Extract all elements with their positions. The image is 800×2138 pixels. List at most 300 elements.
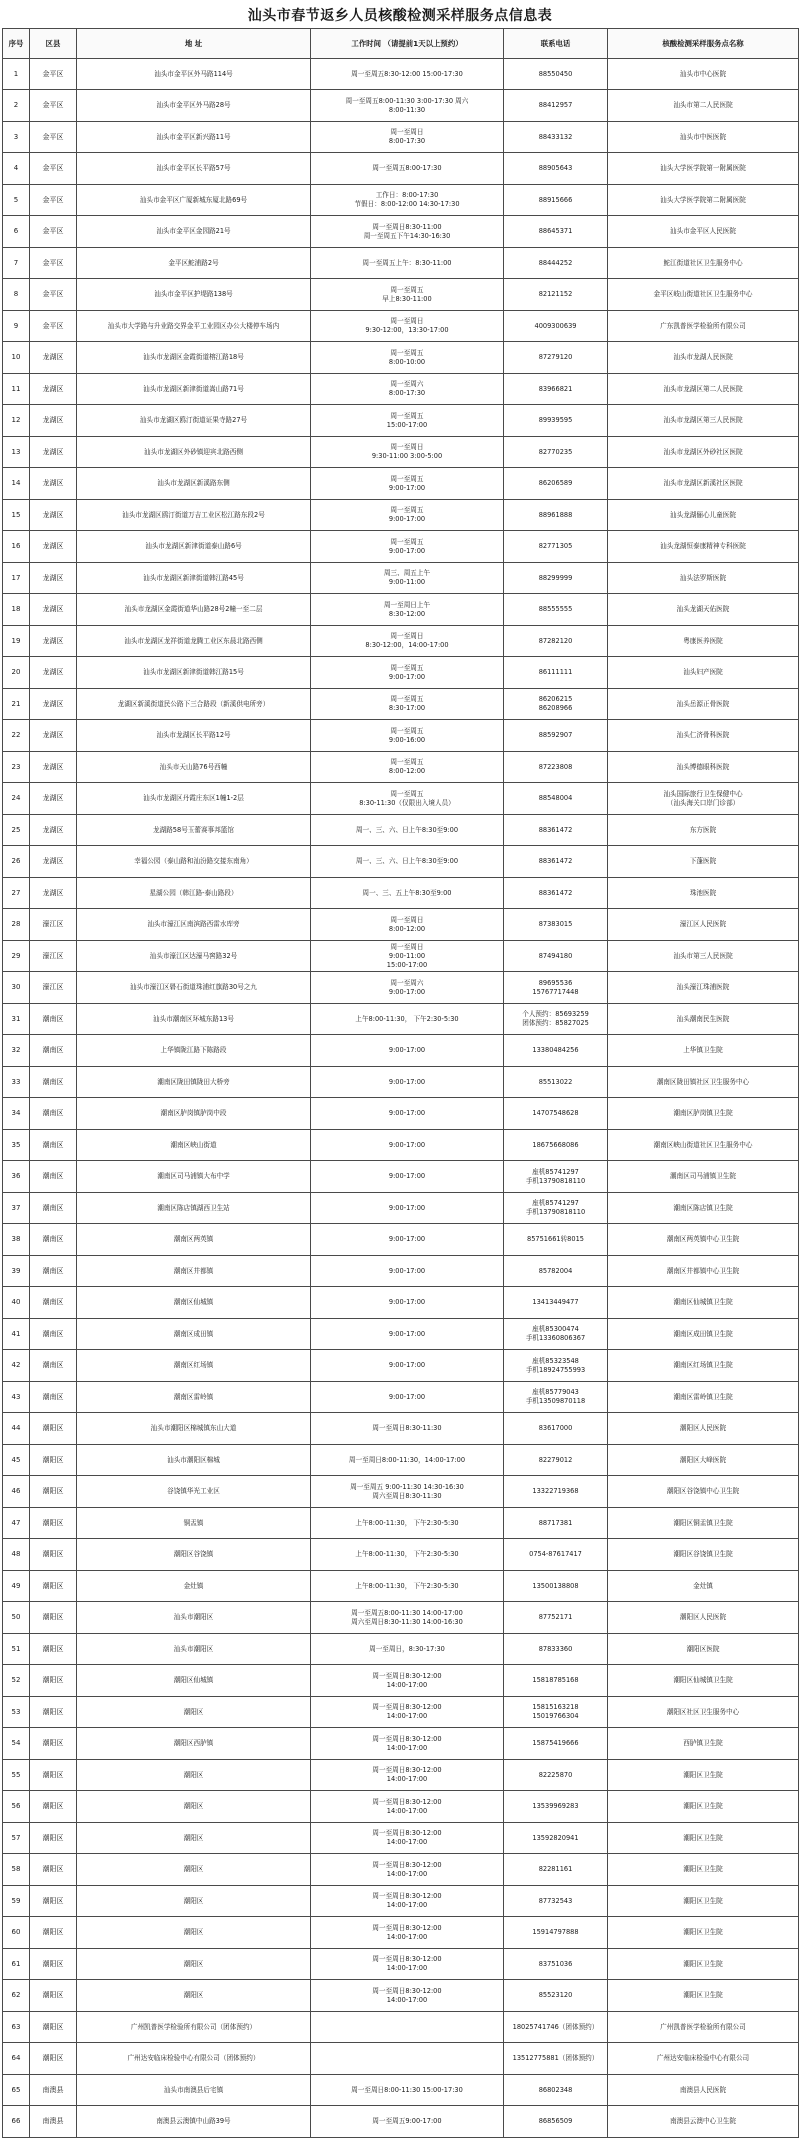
- cell-phone-line: 83751036: [538, 1959, 573, 1968]
- cell-district: 潮南区: [30, 1004, 77, 1035]
- cell-site-line: 潮阳区社区卫生服务中心: [666, 1707, 740, 1716]
- cell-district: 南澳县: [30, 2075, 77, 2106]
- cell-hours: [311, 185, 504, 216]
- cell-no: 59: [3, 1886, 30, 1917]
- table-row: [3, 972, 799, 1004]
- cell-site-line: 汕头市第三人民医院: [673, 951, 733, 960]
- cell-no: 54: [3, 1728, 30, 1760]
- cell-hours-line: 周一至周五: [390, 474, 424, 483]
- cell-hours: [311, 1382, 504, 1413]
- cell-no: 47: [3, 1508, 30, 1539]
- cell-phone-line: 18675668086: [532, 1140, 579, 1149]
- cell-address: 汕头市濠江区南滨路西雷水库旁: [77, 909, 311, 941]
- cell-phone-line: 87383015: [538, 920, 573, 928]
- cell-address: 汕头市潮南区环城东路13号: [77, 1004, 311, 1035]
- cell-district: 潮阳区: [30, 1508, 77, 1539]
- cell-phone: [504, 1949, 608, 1980]
- cell-hours-line: 周一至周五: [390, 789, 424, 798]
- cell-no: 23: [3, 752, 30, 783]
- cell-hours: [311, 248, 504, 279]
- cell-no: 51: [3, 1634, 30, 1665]
- cell-no: 8: [3, 279, 30, 311]
- cell-hours-line: 9:00-11:00: [388, 951, 426, 960]
- cell-hours: [311, 594, 504, 626]
- cell-hours-line: 周一至周日8:30-12:00: [372, 1734, 442, 1743]
- cell-hours-line: 9:00-17:00: [388, 1046, 426, 1054]
- cell-site-line: 汕头大学医学院第二附属医院: [660, 195, 746, 204]
- cell-hours: [311, 2043, 504, 2075]
- cell-site-line: 广东凯普医学检验所有限公司: [660, 321, 746, 330]
- cell-hours-line: 周一至周五8:00-11:30 3:00-17:30 周六: [345, 96, 469, 105]
- cell-phone: [504, 594, 608, 626]
- cell-phone: [504, 689, 608, 720]
- table-row: [3, 1697, 799, 1728]
- cell-hours-line: 周一至周日8:30-12:00: [372, 1829, 442, 1837]
- cell-hours: [311, 1791, 504, 1823]
- cell-district: 潮南区: [30, 1319, 77, 1350]
- cell-hours: [311, 563, 504, 594]
- cell-hours: [311, 972, 504, 1004]
- cell-site: [608, 1886, 799, 1917]
- table-row: [3, 1854, 799, 1886]
- cell-no: 5: [3, 185, 30, 216]
- cell-hours-line: 9:00-17:00: [388, 483, 426, 492]
- cell-phone: [504, 1098, 608, 1130]
- cell-phone-line: 87282120: [538, 636, 573, 645]
- table-row: [3, 878, 799, 909]
- cell-address: 潮南区仙城镇: [77, 1287, 311, 1319]
- cell-hours: [311, 90, 504, 122]
- cell-site-line: 潮南区峡山街道社区卫生服务中心: [653, 1140, 753, 1149]
- cell-district: 金平区: [30, 153, 77, 185]
- cell-site: [608, 2043, 799, 2075]
- cell-phone: [504, 437, 608, 468]
- cell-phone: [504, 1287, 608, 1319]
- cell-hours: [311, 1539, 504, 1571]
- cell-district: 潮阳区: [30, 1413, 77, 1445]
- table-row: [3, 626, 799, 657]
- cell-address: 幸福公园（泰山路和汕汾路交接东南角）: [77, 846, 311, 878]
- cell-phone-line: 团体预约：85827025: [522, 1019, 589, 1027]
- cell-district: 龙湖区: [30, 626, 77, 657]
- cell-phone-line: 86802348: [538, 2085, 573, 2094]
- cell-site-line: 潮南区井都镇中心卫生院: [666, 1266, 740, 1275]
- cell-no: 18: [3, 594, 30, 626]
- cell-site: [608, 1571, 799, 1602]
- cell-hours-line: 9:00-16:00: [388, 735, 426, 744]
- table-row: [3, 2106, 799, 2138]
- cell-site-line: 汕头龙湖天佑医院: [676, 605, 730, 613]
- cell-district: 潮阳区: [30, 1760, 77, 1791]
- cell-site: [608, 1508, 799, 1539]
- cell-phone: [504, 1350, 608, 1382]
- cell-site: [608, 1287, 799, 1319]
- cell-district: 龙湖区: [30, 500, 77, 531]
- cell-site-line: 潮南区成田镇卫生院: [673, 1329, 733, 1338]
- cell-site-line: 广州达安临床检验中心有限公司: [656, 2054, 750, 2062]
- cell-no: 29: [3, 941, 30, 972]
- cell-hours: [311, 909, 504, 941]
- cell-phone-line: 88961888: [538, 510, 573, 519]
- table-row: [3, 311, 799, 342]
- cell-hours: [311, 720, 504, 752]
- cell-no: 57: [3, 1823, 30, 1854]
- cell-no: 27: [3, 878, 30, 909]
- cell-hours: [311, 1571, 504, 1602]
- cell-hours-line: 周一至周日8:30-12:00: [372, 1671, 442, 1680]
- header-district: 区县: [30, 29, 77, 59]
- cell-site-line: 汕头龙湖恒泰康精神专科医院: [660, 542, 746, 550]
- cell-hours-line: 周一至周日上午: [383, 600, 431, 609]
- cell-hours: [311, 2012, 504, 2043]
- cell-hours: [311, 1287, 504, 1319]
- cell-hours-line: 15:00-17:00: [386, 960, 428, 969]
- cell-phone: [504, 2075, 608, 2106]
- cell-site-line: 潮阳区人民医院: [679, 1613, 727, 1621]
- table-row: [3, 437, 799, 468]
- cell-phone: [504, 909, 608, 941]
- cell-site: [608, 815, 799, 846]
- cell-site-line: 潮阳区谷饶镇中心卫生院: [666, 1487, 740, 1495]
- cell-hours-line: 周一至周五: [390, 411, 424, 420]
- cell-site: [608, 1350, 799, 1382]
- cell-hours-line: 14:00-17:00: [386, 1743, 428, 1752]
- cell-district: 龙湖区: [30, 437, 77, 468]
- cell-phone: [504, 563, 608, 594]
- cell-phone-line: 手机13509870118: [525, 1397, 586, 1405]
- cell-phone-line: 88915666: [538, 195, 573, 204]
- cell-phone-line: 88548004: [538, 794, 573, 802]
- cell-no: 19: [3, 626, 30, 657]
- cell-site-line: 汕头市龙湖区新溪社区医院: [663, 479, 743, 487]
- cell-address: 潮南区雷岭镇: [77, 1382, 311, 1413]
- cell-site-line: 粤康医养医院: [683, 636, 723, 645]
- cell-hours: [311, 1224, 504, 1256]
- cell-no: 31: [3, 1004, 30, 1035]
- cell-district: 龙湖区: [30, 720, 77, 752]
- cell-hours-line: 周一至周日8:30-12:00: [372, 1797, 442, 1806]
- cell-hours-line: 14:00-17:00: [386, 1932, 428, 1941]
- cell-district: 龙湖区: [30, 374, 77, 405]
- cell-hours-line: 9:00-17:00: [388, 1392, 426, 1401]
- cell-district: 龙湖区: [30, 815, 77, 846]
- cell-hours-line: 周一至周日8:30-11:30: [372, 1424, 442, 1432]
- cell-phone: [504, 1382, 608, 1413]
- table-row: [3, 1193, 799, 1224]
- cell-district: 金平区: [30, 311, 77, 342]
- cell-no: 39: [3, 1256, 30, 1287]
- cell-hours-line: 周一至周日8:30-12:00: [372, 1766, 442, 1774]
- cell-phone: [504, 531, 608, 563]
- cell-hours-line: 周一、三、六、日上午8:30至9:00: [355, 857, 459, 865]
- cell-phone-line: 89695536: [538, 978, 573, 987]
- cell-phone: [504, 720, 608, 752]
- cell-address: 潮南区司马浦镇大布中学: [77, 1161, 311, 1193]
- header-hours-note: （请提前1天以上预约）: [383, 38, 463, 48]
- cell-phone: [504, 941, 608, 972]
- table-row: [3, 1760, 799, 1791]
- cell-hours-line: 周一至周日8:30-12:00: [372, 1923, 442, 1932]
- cell-hours: [311, 1886, 504, 1917]
- cell-hours-line: 14:00-17:00: [386, 1806, 428, 1815]
- cell-site-line: 汕头市第二人民医院: [673, 101, 733, 109]
- cell-address: 潮阳区西胪镇: [77, 1728, 311, 1760]
- cell-site-line: 潮南区陈店镇卫生院: [673, 1203, 733, 1212]
- cell-hours: [311, 1193, 504, 1224]
- cell-site: [608, 783, 799, 815]
- cell-district: 龙湖区: [30, 752, 77, 783]
- cell-phone: [504, 1823, 608, 1854]
- cell-no: 38: [3, 1224, 30, 1256]
- cell-hours: [311, 1413, 504, 1445]
- cell-hours: [311, 1917, 504, 1949]
- cell-phone-line: 88412957: [538, 101, 573, 109]
- cell-address: 潮阳区: [77, 1760, 311, 1791]
- cell-district: 龙湖区: [30, 531, 77, 563]
- cell-hours: [311, 1256, 504, 1287]
- table-row: [3, 909, 799, 941]
- cell-district: 金平区: [30, 185, 77, 216]
- cell-hours-line: 周一至周五: [390, 758, 424, 766]
- cell-hours-line: 9:00-17:00: [388, 1329, 426, 1338]
- cell-phone-line: 88433132: [538, 132, 573, 141]
- cell-district: 龙湖区: [30, 594, 77, 626]
- cell-hours-line: 9:00-17:00: [388, 1266, 426, 1275]
- cell-address: 汕头市龙湖区新津街道泰山路6号: [77, 531, 311, 563]
- cell-site: [608, 1445, 799, 1476]
- table-row: [3, 1350, 799, 1382]
- cell-address: 汕头市龙湖区鸥汀街道证果寺路27号: [77, 405, 311, 437]
- cell-no: 32: [3, 1035, 30, 1067]
- cell-hours-line: 9:00-17:00: [388, 1077, 426, 1086]
- cell-hours: [311, 1697, 504, 1728]
- cell-phone-line: 88717381: [538, 1518, 573, 1527]
- cell-district: 潮阳区: [30, 1823, 77, 1854]
- cell-no: 13: [3, 437, 30, 468]
- cell-phone-line: 13500138808: [532, 1581, 579, 1590]
- cell-no: 52: [3, 1665, 30, 1697]
- cell-site-line: 汕头市金平区人民医院: [670, 227, 736, 235]
- cell-address: 汕头市金平区外马路28号: [77, 90, 311, 122]
- cell-site: [608, 90, 799, 122]
- cell-district: 金平区: [30, 90, 77, 122]
- cell-site: [608, 563, 799, 594]
- cell-site-line: 潮阳区医院: [686, 1644, 720, 1653]
- cell-hours: [311, 2106, 504, 2138]
- cell-site: [608, 2106, 799, 2138]
- cell-hours: [311, 1665, 504, 1697]
- cell-no: 37: [3, 1193, 30, 1224]
- cell-no: 48: [3, 1539, 30, 1571]
- cell-phone: [504, 1067, 608, 1098]
- cell-no: 61: [3, 1949, 30, 1980]
- cell-hours-line: 周一至周五: [390, 348, 424, 357]
- table-row: [3, 1004, 799, 1035]
- cell-site: [608, 1382, 799, 1413]
- cell-phone: [504, 342, 608, 374]
- cell-phone: [504, 1193, 608, 1224]
- cell-phone: [504, 1917, 608, 1949]
- cell-site-line: 汕头岳源正骨医院: [676, 699, 730, 708]
- table-row: [3, 1886, 799, 1917]
- cell-hours: [311, 311, 504, 342]
- cell-district: 龙湖区: [30, 878, 77, 909]
- cell-address: 潮南区陈店镇湖西卫生站: [77, 1193, 311, 1224]
- cell-hours-line: 周一至周五: [390, 506, 424, 514]
- cell-phone-line: 86856509: [538, 2117, 573, 2125]
- cell-hours-line: 周一至周五: [390, 726, 424, 735]
- cell-site: [608, 185, 799, 216]
- cell-site-line: 汕头仁济骨科医院: [676, 731, 730, 739]
- cell-phone-line: 手机13790818110: [525, 1208, 586, 1216]
- cell-hours-line: 节假日：8:00-12:00 14:30-17:30: [354, 200, 460, 208]
- cell-site: [608, 531, 799, 563]
- cell-phone: [504, 311, 608, 342]
- cell-hours-line: 周一至周日8:30-12:00: [372, 1703, 442, 1711]
- table-row: [3, 122, 799, 153]
- cell-hours: [311, 1602, 504, 1634]
- cell-district: 潮南区: [30, 1224, 77, 1256]
- cell-address: 潮阳区仙城镇: [77, 1665, 311, 1697]
- cell-site: [608, 1067, 799, 1098]
- table-row: [3, 1067, 799, 1098]
- cell-hours-line: 9:00-17:00: [388, 515, 426, 523]
- cell-district: 潮阳区: [30, 1476, 77, 1508]
- cell-site-line: 潮阳区人民医院: [679, 1424, 727, 1432]
- cell-no: 42: [3, 1350, 30, 1382]
- cell-district: 濠江区: [30, 909, 77, 941]
- cell-no: 53: [3, 1697, 30, 1728]
- cell-district: 潮南区: [30, 1067, 77, 1098]
- table-row: [3, 500, 799, 531]
- table-row: [3, 1035, 799, 1067]
- cell-no: 24: [3, 783, 30, 815]
- cell-site: [608, 1854, 799, 1886]
- cell-no: 33: [3, 1067, 30, 1098]
- cell-phone-line: 85751661转8015: [527, 1235, 584, 1243]
- cell-hours-line: 周一至周五下午14:30-16:30: [363, 231, 451, 240]
- cell-address: 汕头市龙湖区金霞街道榕江路18号: [77, 342, 311, 374]
- cell-no: 58: [3, 1854, 30, 1886]
- cell-address: 广州凯普医学检验所有限公司（团体预约）: [77, 2012, 311, 2043]
- cell-site-line: 潮南区雷岭镇卫生院: [673, 1392, 733, 1401]
- cell-site: [608, 1791, 799, 1823]
- cell-site-line: 潮阳区卫生院: [683, 1959, 723, 1968]
- cell-address: 汕头市濠江区礐石街道珠浦红旗路30号之九: [77, 972, 311, 1004]
- cell-hours-line: 周一至周五9:00-17:00: [372, 2117, 442, 2125]
- cell-phone: [504, 1413, 608, 1445]
- cell-hours: [311, 1476, 504, 1508]
- cell-no: 44: [3, 1413, 30, 1445]
- cell-hours: [311, 846, 504, 878]
- cell-site: [608, 437, 799, 468]
- cell-hours-line: 周三、周五上午: [383, 569, 431, 577]
- cell-address: 汕头市金平区护堤路138号: [77, 279, 311, 311]
- table-row: [3, 815, 799, 846]
- cell-phone-line: 手机13360806367: [525, 1334, 586, 1342]
- cell-district: 潮南区: [30, 1193, 77, 1224]
- cell-site: [608, 1098, 799, 1130]
- cell-phone-line: 82279012: [538, 1455, 573, 1464]
- cell-phone-line: 座机85300474: [532, 1325, 579, 1333]
- cell-hours: [311, 689, 504, 720]
- cell-phone-line: 15914797888: [532, 1928, 579, 1936]
- cell-phone: [504, 1004, 608, 1035]
- cell-site-line: 潮南区胪岗镇卫生院: [673, 1109, 733, 1117]
- cell-address: 潮南区陇田镇陇田大桥旁: [77, 1067, 311, 1098]
- cell-address: 金平区鮀浦路2号: [77, 248, 311, 279]
- cell-site: [608, 1035, 799, 1067]
- cell-phone: [504, 2106, 608, 2138]
- cell-site-line: 汕头国际旅行卫生保健中心: [663, 789, 743, 798]
- cell-address: 南澳县云澳镇中山路39号: [77, 2106, 311, 2138]
- cell-no: 35: [3, 1130, 30, 1161]
- cell-hours-line: 8:30-17:00: [388, 704, 426, 712]
- cell-site-line: 潮阳区卫生院: [683, 1770, 723, 1779]
- cell-site-line: 汕头市龙湖区外砂社区医院: [663, 447, 743, 456]
- cell-site-line: 金灶镇: [693, 1581, 713, 1590]
- table-row: [3, 342, 799, 374]
- cell-address: 潮阳区: [77, 1791, 311, 1823]
- table-row: [3, 1980, 799, 2012]
- cell-no: 40: [3, 1287, 30, 1319]
- cell-hours: [311, 1728, 504, 1760]
- cell-district: 潮阳区: [30, 1980, 77, 2012]
- cell-hours-line: 周一、三、六、日上午8:30至9:00: [355, 825, 459, 834]
- info-table: [2, 28, 799, 2138]
- cell-phone-line: 82225870: [538, 1770, 573, 1779]
- cell-hours-line: 周六至周日8:30-11:30 14:00-16:30: [351, 1617, 463, 1626]
- cell-district: 龙湖区: [30, 846, 77, 878]
- cell-district: 潮南区: [30, 1350, 77, 1382]
- cell-phone: [504, 1256, 608, 1287]
- table-row: [3, 90, 799, 122]
- cell-phone: [504, 122, 608, 153]
- cell-address: 汕头市龙湖区金霞街道华山路28号2幢一至二层: [77, 594, 311, 626]
- cell-hours-line: 周一至周五: [390, 285, 424, 294]
- table-row: [3, 1728, 799, 1760]
- cell-hours-line: 8:00-12:00: [388, 924, 426, 933]
- cell-hours-line: 8:30-12:00: [388, 609, 426, 618]
- cell-hours-line: 周一至周日8:30-12:00: [372, 1892, 442, 1900]
- cell-hours-line: 9:00-17:00: [388, 1203, 426, 1212]
- cell-district: 潮阳区: [30, 1697, 77, 1728]
- cell-district: 龙湖区: [30, 342, 77, 374]
- cell-district: 南澳县: [30, 2106, 77, 2138]
- cell-no: 6: [3, 216, 30, 248]
- cell-phone-line: 13539969283: [532, 1802, 579, 1810]
- table-row: [3, 1602, 799, 1634]
- cell-phone: [504, 972, 608, 1004]
- cell-phone: [504, 1571, 608, 1602]
- cell-district: 潮阳区: [30, 2043, 77, 2075]
- cell-address: 汕头市大学路与升业路交界金平工业园区办公大楼停车场内: [77, 311, 311, 342]
- cell-no: 25: [3, 815, 30, 846]
- cell-site: [608, 1697, 799, 1728]
- cell-hours: [311, 1823, 504, 1854]
- cell-hours-line: 周一至周五 9:00-11:30 14:30-16:30: [350, 1482, 464, 1491]
- cell-site: [608, 1760, 799, 1791]
- cell-district: 潮阳区: [30, 2012, 77, 2043]
- cell-phone: [504, 1476, 608, 1508]
- cell-district: 龙湖区: [30, 405, 77, 437]
- cell-hours-line: 周一至周日8:30-12:00: [372, 1986, 442, 1995]
- cell-phone-line: 4009300639: [534, 321, 577, 330]
- cell-site-line: 潮阳区卫生院: [683, 1991, 723, 1999]
- cell-phone-line: 88905643: [538, 164, 573, 172]
- cell-site-line: 潮阳区卫生院: [683, 1802, 723, 1810]
- cell-phone-line: 87752171: [538, 1613, 573, 1621]
